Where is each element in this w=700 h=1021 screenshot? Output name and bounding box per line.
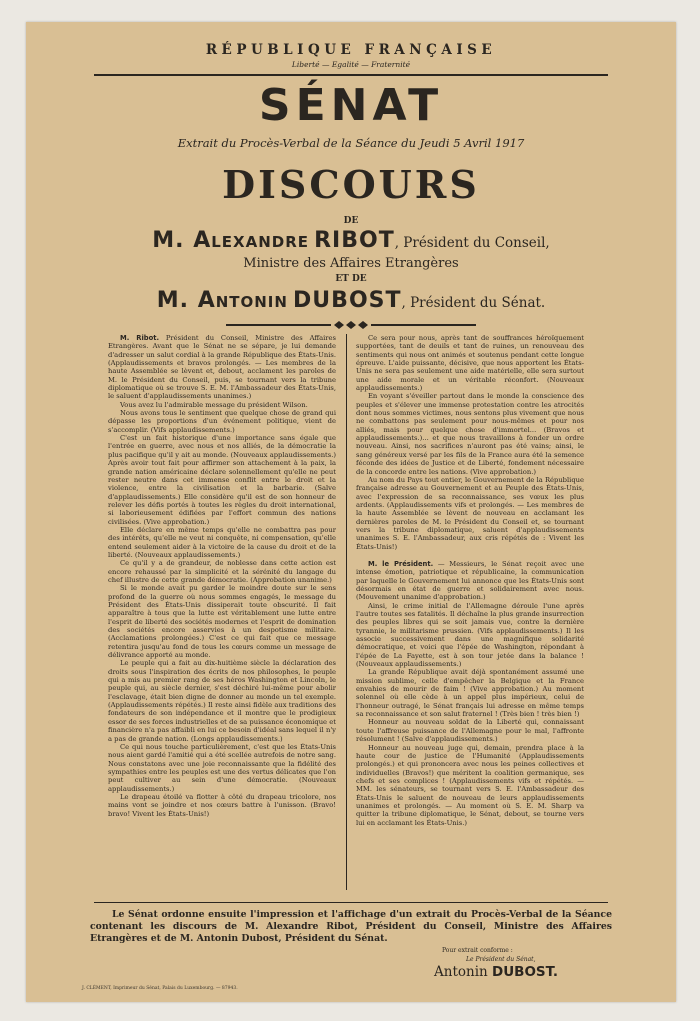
senat-title: SÉNAT (258, 80, 444, 131)
dubost-first-rest: NTONIN (215, 293, 288, 311)
poster (26, 22, 676, 1002)
speech-paragraph (108, 793, 336, 818)
extrait-subtitle: Extrait du Procès-Verbal de la Séance du Jeudi 5 Avril 1917 (177, 136, 525, 150)
speech-text: Elle déclare en même temps qu'elle ne combattra pas pour des intérêts, qu'elle ne veut ni conquête, ni compensation, qu'elle entend seulement aider à la victoire de la cause du droit et de la liberté. (Nouveaux applaudissements.) (108, 525, 336, 559)
speech-text: Le peuple qui a fait au dix-huitième siècle la déclaration des droits sous l'inspiration des écrits de nos philosophes, le peuple qui a mis au premier rang de ses héros Washington et Lincoln, le peuple qui, au siècle dernier, s'est déchiré lui-même pour abolir l'esclavage, était bien digne de donner au monde un tel exemple. (Applaudissements répétés.) Il reste ainsi fidèle aux traditions des fondateurs de son indépendance et il montre que le prodigieux essor de ses forces industrielles et de sa puissance économique et financière n'a pas affaibli en lui ce besoin d'idéal sans lequel il n'y a pas de grande nation. (Longs applaudissements.) (108, 659, 336, 743)
speech-text: Nous avons tous le sentiment que quelque chose de grand qui dépasse les proportions d'un événement politique, vient de s'accomplir. (Vifs applaudissements.) (108, 409, 336, 434)
dubost-title: , Président du Sénat. (401, 295, 546, 311)
speech-paragraph (356, 668, 584, 718)
speech-paragraph (108, 401, 336, 409)
speech-paragraph (356, 744, 584, 827)
speech-text: Au nom du Pays tout entier, le Gouvernement de la République française adresse au Gouvernement et au Peuple des États-Unis, avec l'expression de sa reconnaissance, ses vœux les plus ardents. (Applaudissements vifs et prolongés. — Les membres de la haute Assemblée se lèvent de nouveau en acclamant les dernières paroles de M. le Président du Conseil et, se tournant vers la tribune diplomatique, saluent d'applaudissements unanimes S. E. l'Ambassadeur, aux cris répétés de : Vivent les États-Unis!) (356, 475, 584, 551)
ornament-divider-icon (226, 320, 476, 330)
speech-paragraph (108, 584, 336, 659)
speech-text: Président du Conseil, Ministre des Affaires Etrangères. Avant que le Sénat ne se sépare, je lui demande d'adresser un salut cordial à la grande République des États-Unis. (Applaudissements et bravos prolongés. — Les membres de la haute Assemblée se lèvent et, debout, acclament les paroles de M. le Président du Conseil, puis, se tournant vers la tribune diplomatique où se trouve S. E. M. l'Ambassadeur des États-Unis, le saluent d'applaudissements unanimes.) (108, 334, 336, 401)
discours-title: DISCOURS (222, 162, 480, 207)
speech-text: Ce sera pour nous, après tant de souffrances héroïquement supportées, tant de deuils et tant de ruines, un renouveau des sentiments qui nous ont animés et soutenus pendant cette longue épreuve. L'aide puissante, décisive, que nous apportent les États-Unis ne sera pas seulement une aide matérielle, elle sera surtout une aide morale et un véritable réconfort. (Nouveaux applaudissements.) (356, 334, 584, 393)
dubost-m: M. (156, 288, 198, 313)
ministre-line: Ministre des Affaires Etrangères (243, 256, 459, 271)
ribot-title: , Président du Conseil, (394, 235, 550, 251)
speech-paragraph (356, 602, 584, 669)
ordonne-text: Le Sénat ordonne ensuite l'impression et l'affichage d'un extrait du Procès-Verbal de la Séance contenant les discours de M. Alexandre Ribot, Président du Conseil, Ministre des Affaires Etrangères et de M. Antonin Dubost, Président du Sénat. (90, 909, 612, 944)
speech-text: En voyant s'éveiller partout dans le monde la conscience des peuples et s'élever une immense protestation contre les atrocités dont nous sommes victimes, nous sentons plus vivement que nous ne combattons pas seulement pour nous-mêmes et pour nos alliés, mais pour quelque chose d'immortel... (Bravos et applaudissements.)... et que nous travaillons à fonder un ordre nouveau. Ainsi, nos sacrifices n'auront pas été vains; ainsi, le sang généreux versé par les fils de la France aura été la semence féconde des idées de Justice et de Liberté, fondement nécessaire de la concorde entre les nations. (Vive approbation.) (356, 392, 584, 476)
speech-text: — Messieurs, le Sénat reçoit avec une intense émotion, patriotique et républicaine, la communication par laquelle le Gouvernement lui annonce que les États-Unis sont désormais en état de guerre et solidairement avec nous. (Mouvement unanime d'approbation.) (356, 559, 584, 602)
left-column (108, 334, 336, 898)
dubost-name-line (26, 288, 676, 313)
speech-text: Honneur au nouveau soldat de la Liberté qui, connaissant toute l'affreuse puissance de l'Allemagne pour le mal, l'affronte résolument ! (Salve d'applaudissements.) (356, 718, 584, 744)
republique-heading: RÉPUBLIQUE FRANÇAISE (205, 42, 497, 58)
speech-text: Ce qu'il y a de grandeur, de noblesse dans cette action est encore rehaussé par la simplicité et la sérénité du langage du chef illustre de cette grande démocratie. (Approbation unanime.) (108, 559, 336, 584)
de-label: DE (343, 216, 359, 226)
speech-paragraph (108, 409, 336, 434)
signature-first: Antonin (434, 964, 492, 980)
speech-text: C'est un fait historique d'une importance sans égale que l'entrée en guerre, avec nous et nos alliés, de la démocratie la plus pacifique qu'il y ait au monde. (Nouveaux applaudissements.) Après avoir tout fait pour affirmer son attachement à la paix, la grande nation américaine déclare solennellement qu'elle ne peut rester neutre dans cet immense conflit entre le droit et la violence, entre la civilisation et la barbarie. (Salve d'applaudissements.) Elle considère qu'il est de son honneur de relever les défis portés à toutes les règles du droit international, si laborieusement édifiées par l'effort commun des nations civilisées. (Vive approbation.) (108, 434, 336, 526)
ribot-first-initial: A (193, 228, 212, 253)
speech-paragraph (108, 526, 336, 559)
ribot-m: M. (152, 228, 194, 253)
speech-text: Ce qui nous touche particulièrement, c'est que les États-Unis nous aient gardé l'amitié qui a été scellée autrefois de notre sang. Nous constatons avec une joie reconnaissante que la fidélité des sympathies entre les peuples est une des vertus délicates que l'on peut cultiver au sein d'une démocratie. (Nouveaux applaudissements.) (108, 742, 336, 793)
speech-paragraph (108, 434, 336, 526)
column-divider (346, 334, 347, 890)
speech-text: La grande République avait déjà spontanément assumé une mission sublime, celle d'empêcher la Belgique et la France envahies de mourir de faim ! (Vive approbation.) Au moment solennel où elle cède à un appel plus impérieux, celui de l'honneur outragé, le Sénat français lui adresse en même temps sa reconnaissance et son salut fraternel ! (Très bien ! très bien !) (356, 668, 584, 719)
signature (434, 964, 558, 980)
le-president-label: Le Président du Sénat, (466, 956, 536, 963)
paragraph-gap (356, 551, 584, 560)
speech-paragraph (108, 659, 336, 742)
speech-paragraph (108, 743, 336, 793)
ribot-name-line (26, 228, 676, 253)
speech-paragraph (356, 392, 584, 475)
header-rule (94, 74, 608, 76)
ribot-first-rest: LEXANDRE (211, 233, 309, 251)
signature-last: DUBOST. (492, 964, 558, 980)
speech-paragraph (108, 334, 336, 401)
speech-paragraph (356, 560, 584, 602)
speech-text: Le drapeau étoilé va flotter à côté du drapeau tricolore, nos mains vont se joindre et nos cœurs battre à l'unisson. (Bravo! bravo! Vivent les États-Unis!) (108, 792, 336, 818)
speaker-name: M. Ribot. (120, 334, 160, 342)
dubost-last: DUBOST (293, 288, 402, 313)
imprimeur-line: J. CLÉMENT, Imprimeur du Sénat, Palais du Luxembourg. — 87943. (82, 986, 238, 991)
et-de-label: ET DE (335, 274, 367, 284)
speech-text: Si le monde avait pu garder le moindre doute sur le sens profond de la guerre où nous sommes engagés, le message du Président des États-Unis dissiperait toute obscurité. Il fait apparaître à tous que la lutte est véritablement une lutte entre l'esprit de liberté des sociétés modernes et l'esprit de domination des sociétés encore asservies à un despotisme militaire. (Acclamations prolongées.) C'est ce qui fait que ce message retentira jusqu'au fond de tous les cœurs comme un message de délivrance apporté au monde. (108, 584, 336, 660)
conforme-label: Pour extrait conforme : (442, 947, 513, 954)
speaker-name: M. le Président. (368, 559, 434, 568)
dubost-first-initial: A (197, 288, 216, 313)
ordonne-paragraph (90, 909, 612, 945)
speech-text: Honneur au nouveau juge qui, demain, prendra place à la haute cour de justice de l'Humanité (Applaudissements prolongés.) et qui prononcera avec nous les peines collectives et individuelles (Bravos!) que méritent la coalition germanique, ses chefs et ses complices ! (Applaudissements vifs et répétés. — MM. les sénateurs, se tournant vers S. E. l'Ambassadeur des États-Unis le saluent de nouveau de leurs applaudissements unanimes et prolongés. — Au moment où S. E. M. Sharp va quitter la tribune diplomatique, le Sénat, debout, se tourne vers lui en acclamant les États-Unis.) (356, 743, 584, 827)
speech-text: Vous avez lu l'admirable message du président Wilson. (120, 400, 308, 409)
ribot-last: RIBOT (314, 228, 395, 253)
right-column (356, 334, 584, 898)
speech-paragraph (356, 718, 584, 743)
devise: Liberté — Egalité — Fraternité (291, 60, 411, 69)
speech-paragraph (356, 476, 584, 551)
speech-paragraph (108, 559, 336, 584)
speech-text: Ainsi, le crime initial de l'Allemagne déroule l'une après l'autre toutes ses fatalités. Il déchaîne la plus grande insurrection des peuples libres qui se soit jamais vue, contre la dernière tyrannie, le militarisme prussien. (Vifs applaudissements.) Il les associe successivement dans une magnifique solidarité démocratique, et voici que l'épée de Washington, répondant à l'épée de La Fayette, est à son tour jetée dans la balance ! (Nouveaux applaudissements.) (356, 601, 584, 669)
speech-paragraph (356, 334, 584, 392)
footer-rule (94, 902, 608, 903)
